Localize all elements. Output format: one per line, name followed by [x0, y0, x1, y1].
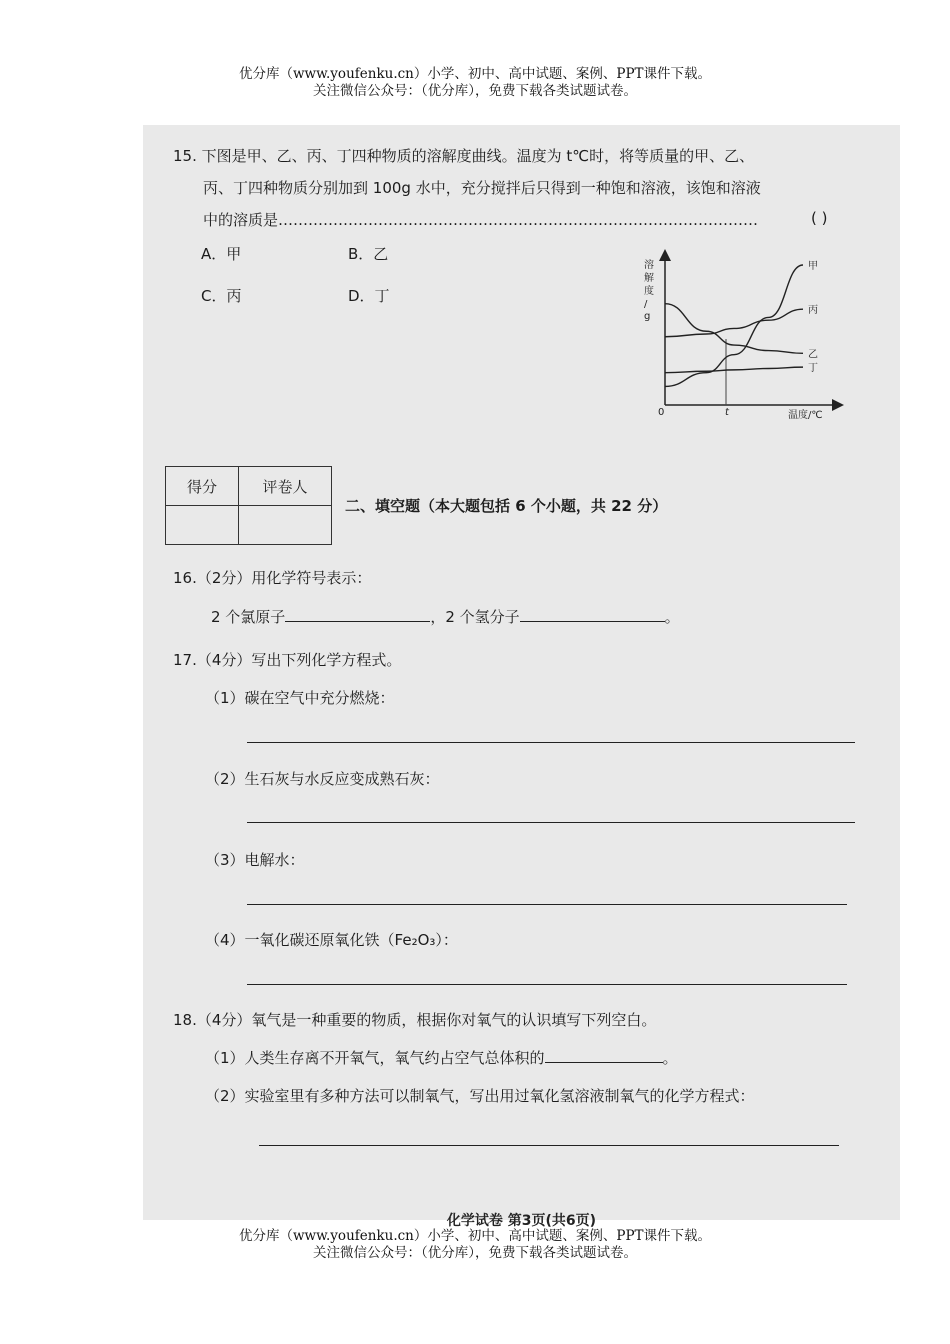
- grader-label: 评卷人: [239, 467, 332, 506]
- q18-blank-1[interactable]: [545, 1048, 663, 1063]
- q18-item-1-end: 。: [662, 1049, 678, 1067]
- q17-stem: 17.（4分）写出下列化学方程式。: [173, 651, 402, 669]
- section-2-title: 二、填空题（本大题包括 6 个小题，共 22 分）: [345, 497, 668, 515]
- curve-label-1: 乙: [808, 349, 818, 361]
- score-label: 得分: [166, 467, 239, 506]
- q15-answer-paren: ( ): [811, 209, 828, 227]
- footer-banner-line-2: 关注微信公众号：（优分库），免费下载各类试题试卷。: [313, 1245, 637, 1261]
- banner-line-1: 优分库（www.youfenku.cn）小学、初中、高中试题、案例、PPT课件下载。: [238, 66, 712, 82]
- curve-label-0: 甲: [808, 261, 818, 272]
- header-banner: [0, 66, 950, 100]
- q15-option-c: C．丙: [201, 287, 242, 305]
- q16-stem: 16.（2分）用化学符号表示：: [173, 569, 372, 587]
- q18-item-2: （2）实验室里有多种方法可以制氧气，写出用过氧化氢溶液制氧气的化学方程式：: [205, 1087, 755, 1105]
- grader-cell: [239, 506, 332, 545]
- q15-option-d: D．丁: [348, 287, 390, 305]
- q15-line-2: 丙、丁四种物质分别加到 100g 水中，充分搅拌后只得到一种饱和溶液，该饱和溶液: [203, 179, 761, 197]
- q15-option-b: B．乙: [348, 245, 389, 263]
- q17-answer-line-1[interactable]: [247, 742, 855, 743]
- solubility-chart: [638, 243, 868, 428]
- footer-banner: [0, 1228, 950, 1262]
- scanned-exam-page: [143, 125, 900, 1229]
- y-axis-label-2: 解: [644, 273, 654, 284]
- q16-blank-2[interactable]: [520, 607, 665, 622]
- q16-blank-1[interactable]: [285, 607, 430, 622]
- q16-body: [211, 606, 680, 627]
- q15-line-1: 15. 下图是甲、乙、丙、丁四种物质的溶解度曲线。温度为 t℃时，将等质量的甲、乙、: [173, 147, 755, 165]
- q18-item-1: （1）人类生存离不开氧气，氧气约占空气总体积的: [205, 1049, 545, 1067]
- score-cell: [166, 506, 239, 545]
- curve-label-2: 丙: [808, 305, 818, 317]
- y-axis-label-1: 溶: [644, 260, 654, 271]
- x-axis-label: 温度/℃: [788, 410, 823, 421]
- score-table: [165, 466, 332, 545]
- y-axis-label-3: 度: [644, 286, 654, 297]
- q18-answer-line[interactable]: [259, 1145, 839, 1146]
- y-axis-label-5: g: [644, 311, 651, 322]
- q15-option-a: A．甲: [201, 245, 242, 263]
- q17-item-2: （2）生石灰与水反应变成熟石灰：: [205, 770, 440, 788]
- banner-line-2: 关注微信公众号：（优分库），免费下载各类试题试卷。: [313, 83, 637, 99]
- curve-3: [665, 367, 803, 373]
- origin-label: 0: [658, 407, 665, 418]
- q17-item-1: （1）碳在空气中充分燃烧：: [205, 689, 395, 707]
- q16-end: 。: [664, 608, 680, 626]
- q15-line-3: 中的溶质是……………………………………………………………………………………: [203, 211, 759, 229]
- q17-item-4: （4）一氧化碳还原氧化铁（Fe₂O₃）：: [205, 931, 458, 949]
- curve-label-3: 丁: [808, 363, 818, 375]
- q17-answer-line-4[interactable]: [247, 984, 847, 985]
- page-footer: 化学试卷 第3页(共6页): [446, 1213, 597, 1229]
- q17-answer-line-2[interactable]: [247, 822, 855, 823]
- y-axis-label-4: /: [644, 299, 648, 310]
- q17-answer-line-3[interactable]: [247, 904, 847, 905]
- q17-item-3: （3）电解水：: [205, 851, 305, 869]
- q16-part-b: ，2 个氢分子: [430, 608, 520, 626]
- footer-banner-line-1: 优分库（www.youfenku.cn）小学、初中、高中试题、案例、PPT课件下载。: [238, 1228, 712, 1244]
- curve-2: [665, 309, 803, 337]
- q18-item-1-row: [205, 1047, 678, 1068]
- q16-part-a: 2 个氯原子: [211, 608, 286, 626]
- q18-stem: 18.（4分）氧气是一种重要的物质，根据你对氧气的认识填写下列空白。: [173, 1011, 657, 1029]
- x-tick-t: t: [725, 407, 729, 418]
